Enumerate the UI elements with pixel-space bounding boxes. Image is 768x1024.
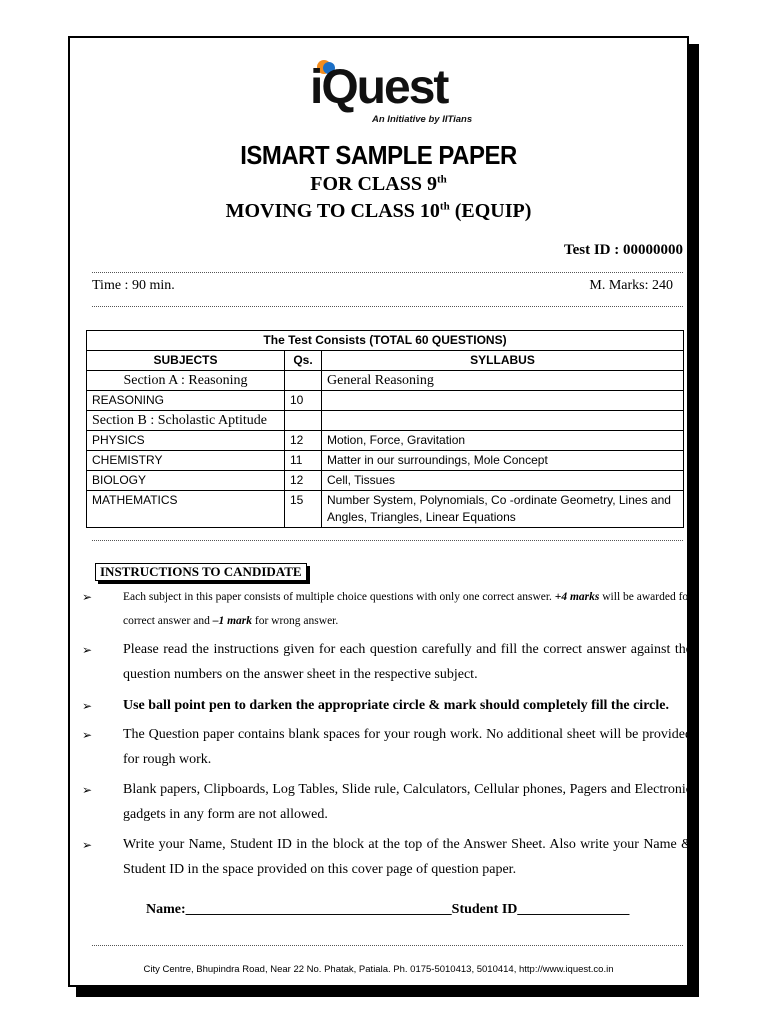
table-cell	[322, 411, 684, 431]
logo-tagline: An Initiative by IITians	[372, 114, 473, 125]
subject-cell: PHYSICS	[87, 431, 285, 451]
syllabus-cell: Cell, Tissues	[322, 471, 684, 491]
bullet-arrow-icon: ➢	[82, 590, 93, 604]
table-cell	[285, 371, 322, 391]
instruction-ball-point-pen: Use ball point pen to darken the appropriate circle & mark should completely fill the circle.	[123, 698, 669, 713]
qs-cell: 11	[285, 451, 322, 471]
section-b-label: Section B : Scholastic Aptitude	[87, 411, 285, 431]
syllabus-cell: Motion, Force, Gravitation	[322, 431, 684, 451]
section-a-syllabus: General Reasoning	[322, 371, 684, 391]
cover-page	[68, 36, 692, 987]
table-row	[87, 491, 684, 528]
name-label: Name:	[146, 902, 186, 917]
class-line: FOR CLASS 9th	[310, 173, 447, 195]
footer-address: City Centre, Bhupindra Road, Near 22 No. Phatak, Patiala. Ph. 0175-5010413, 5010414, http://www.iquest.co.in	[143, 964, 614, 975]
bullet-arrow-icon: ➢	[82, 728, 93, 742]
table-caption: The Test Consists (TOTAL 60 QUESTIONS)	[87, 331, 684, 351]
paper-title: ISMART SAMPLE PAPER	[240, 140, 517, 170]
instruction-read-carefully: Please read the instructions given for each question carefully and fill the correct answer against the question numbers on the answer sheet in the respective subject.	[123, 642, 692, 682]
time-allowed: Time : 90 min.	[92, 278, 175, 293]
divider	[92, 540, 683, 541]
qs-cell: 15	[285, 491, 322, 528]
moving-to-line: MOVING TO CLASS 10th (EQUIP)	[225, 200, 532, 222]
subject-cell: CHEMISTRY	[87, 451, 285, 471]
table-row	[87, 431, 684, 451]
name-id-line	[146, 902, 629, 918]
divider	[92, 272, 683, 273]
test-structure-table	[86, 330, 684, 528]
table-row	[87, 471, 684, 491]
bullet-arrow-icon: ➢	[82, 838, 93, 852]
instruction-name-id: Write your Name, Student ID in the block at the top of the Answer Sheet. Also write your Name & Student ID in the space provided on this cover page of question paper.	[123, 837, 692, 877]
table-cell	[285, 411, 322, 431]
subject-cell: REASONING	[87, 391, 285, 411]
subject-cell: MATHEMATICS	[87, 491, 285, 528]
student-id-label: Student ID	[451, 902, 518, 917]
test-id: Test ID : 00000000	[563, 242, 683, 258]
qs-cell: 12	[285, 431, 322, 451]
qs-cell: 12	[285, 471, 322, 491]
bullet-arrow-icon: ➢	[82, 783, 93, 797]
col-header-qs: Qs.	[285, 351, 322, 371]
logo-wordmark: iQuest	[310, 61, 448, 114]
instruction-marking: Each subject in this paper consists of multiple choice questions with only one correct answer. +4 marks will be awarded for correct answer and –1 mark for wrong answer.	[123, 591, 692, 627]
table-row	[87, 451, 684, 471]
col-header-syllabus: SYLLABUS	[322, 351, 684, 371]
bullet-arrow-icon: ➢	[82, 699, 93, 713]
instruction-rough-work: The Question paper contains blank spaces for your rough work. No additional sheet will be provided for rough work.	[123, 727, 692, 767]
bullet-arrow-icon: ➢	[82, 643, 93, 657]
student-id-field[interactable]: ________________	[517, 902, 630, 917]
divider	[92, 945, 683, 946]
name-field[interactable]: ______________________________________	[185, 902, 452, 917]
iquest-logo	[310, 58, 490, 130]
syllabus-cell	[322, 391, 684, 411]
syllabus-cell: Number System, Polynomials, Co -ordinate Geometry, Lines and Angles, Triangles, Linear Equations	[322, 491, 684, 528]
subject-cell: BIOLOGY	[87, 471, 285, 491]
instructions-heading: INSTRUCTIONS TO CANDIDATE	[95, 563, 307, 581]
section-a-label: Section A : Reasoning	[87, 371, 285, 391]
divider	[92, 306, 683, 307]
col-header-subjects: SUBJECTS	[87, 351, 285, 371]
qs-cell: 10	[285, 391, 322, 411]
table-row	[87, 391, 684, 411]
max-marks: M. Marks: 240	[589, 278, 673, 293]
syllabus-cell: Matter in our surroundings, Mole Concept	[322, 451, 684, 471]
instruction-not-allowed: Blank papers, Clipboards, Log Tables, Slide rule, Calculators, Cellular phones, Pagers and Electronic gadgets in any form are not allowed.	[123, 782, 692, 822]
